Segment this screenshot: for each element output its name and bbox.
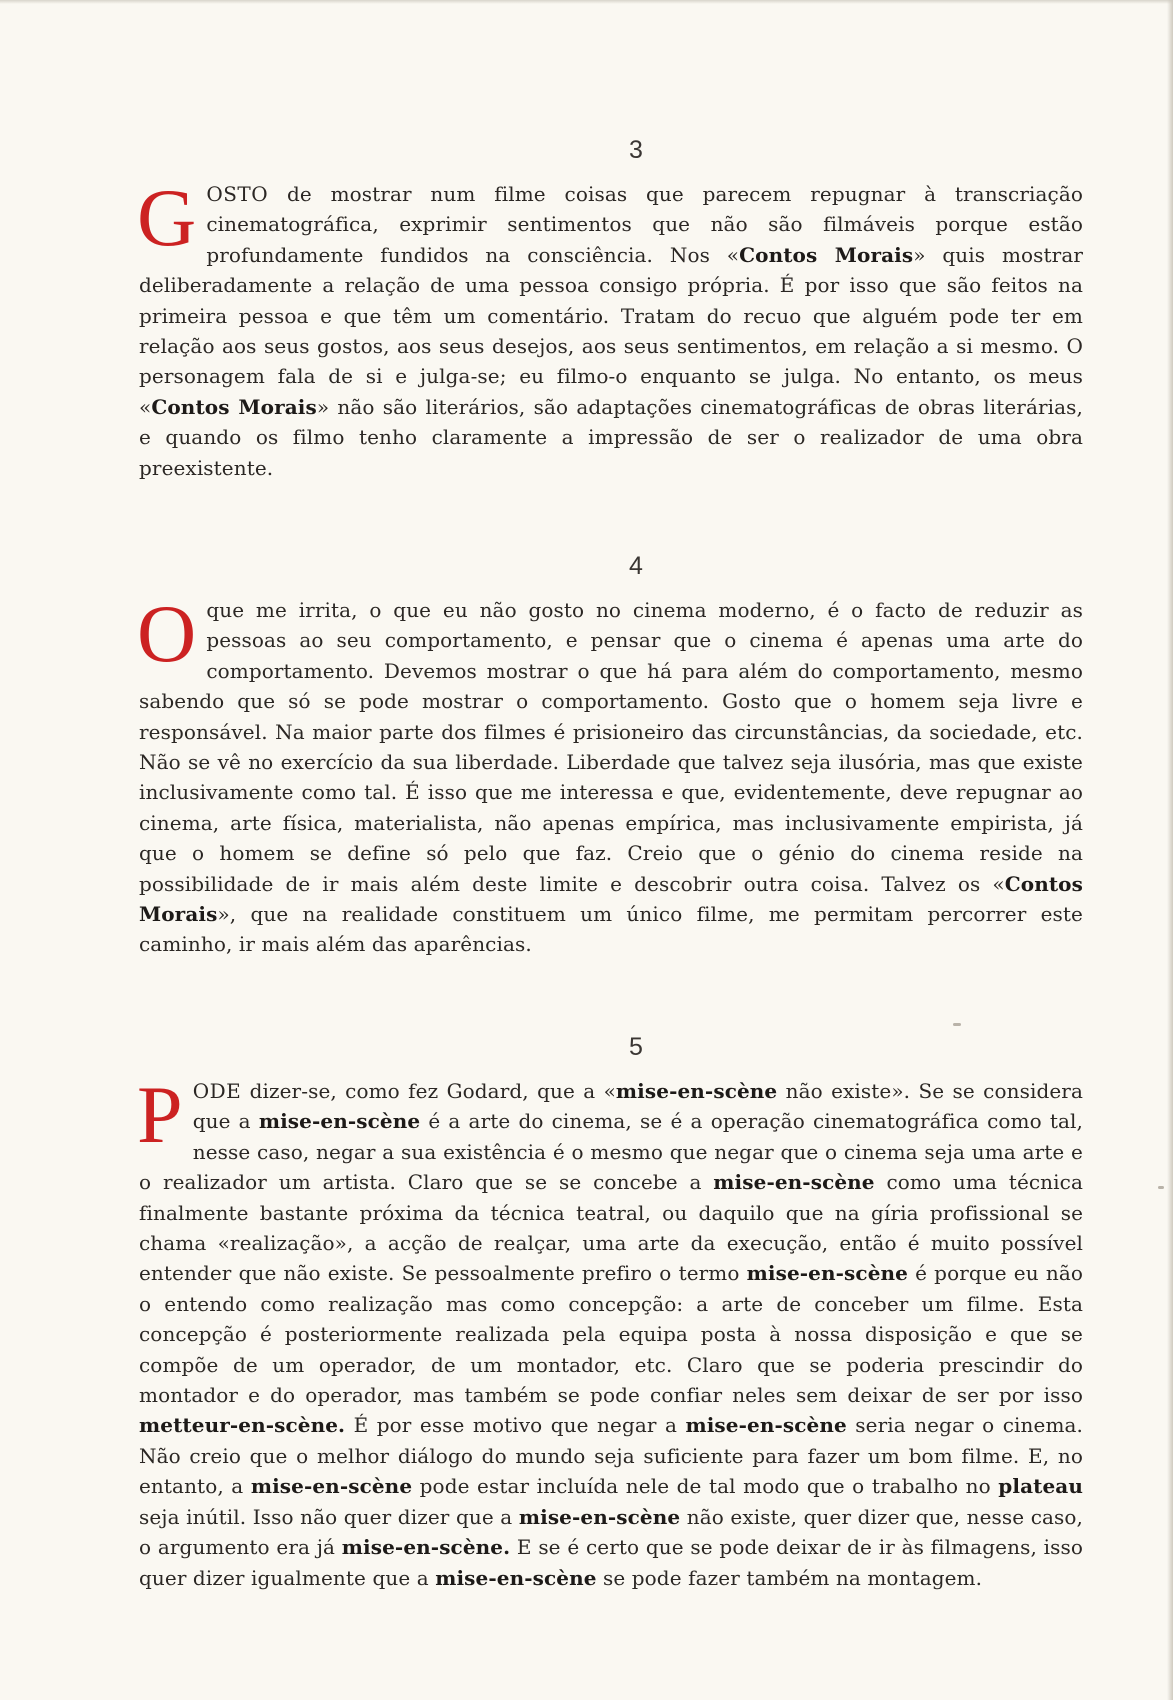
first-word: ODE bbox=[192, 1079, 242, 1103]
emphasis-text: mise-en-scène bbox=[258, 1109, 421, 1134]
emphasis-text: mise-en-scène bbox=[685, 1413, 847, 1438]
drop-cap: O bbox=[137, 588, 197, 679]
emphasis-text: Contos Morais bbox=[139, 871, 1083, 927]
drop-cap: P bbox=[137, 1069, 183, 1160]
emphasis-text: Contos Morais bbox=[739, 242, 914, 267]
emphasis-text: plateau bbox=[998, 1474, 1084, 1499]
first-word: OSTO bbox=[206, 182, 269, 206]
paragraph-text bbox=[137, 588, 1083, 957]
emphasis-text: Contos Morais bbox=[151, 394, 317, 419]
paper-speck bbox=[1158, 1186, 1164, 1189]
text-run: », que na realidade constituem um único filme, me permitam percorrer este caminho, ir mais além das aparências. bbox=[139, 902, 1083, 957]
text-run: seja inútil. Isso não quer dizer que a bbox=[139, 1504, 519, 1529]
paragraph-text bbox=[137, 1069, 1084, 1590]
emphasis-text: mise-en-scène bbox=[435, 1565, 597, 1590]
text-run: que me irrita, o que eu não gosto no cinema moderno, é o facto de reduzir as pessoas ao seu comportamento, e pensar que o cinema é apenas uma arte do comportamento. Devemos mostrar o que há para além do comportamento, mesmo sabendo que só se pode mostrar o comportamento. Gosto que o homem seja livre e responsável. Na maior parte dos filmes é prisioneiro das circunstâncias, da sociedade, etc. Não se vê no exercício da sua liberdade. Liberdade que talvez seja ilusória, mas que existe inclusivamente como tal. É isso que me interessa e que, evidentemente, deve repugnar ao cinema, arte física, materialista, não apenas empírica, mas inclusivamente empirista, já que o homem se define só pelo que faz. Creio que o génio do cinema reside na possibilidade de ir mais além deste limite e descobrir outra coisa. Talvez os « bbox=[139, 598, 1083, 896]
emphasis-text: mise-en-scène bbox=[518, 1504, 681, 1529]
drop-cap: G bbox=[137, 172, 197, 263]
emphasis-text: mise-en-scène bbox=[746, 1261, 908, 1286]
emphasis-text: mise-en-scène. bbox=[341, 1535, 511, 1560]
text-run: seria negar o cinema. Não creio que o melhor diálogo do mundo seja suficiente para fazer um bom filme. E, no entanto, a bbox=[139, 1413, 1084, 1499]
text-run: de mostrar num filme coisas que parecem repugnar à transcriação cinematográfica, exprimir sentimentos que não são filmáveis porque estão profundamente fundidos na consciência. Nos « bbox=[206, 182, 1083, 267]
section-number: 3 bbox=[629, 136, 643, 164]
section-4 bbox=[139, 552, 1083, 960]
text-run: É por esse motivo que negar a bbox=[345, 1413, 686, 1438]
emphasis-text: mise-en-scène bbox=[713, 1170, 875, 1195]
section-body bbox=[137, 588, 1083, 960]
paper-speck bbox=[953, 1023, 961, 1026]
section-body bbox=[137, 1069, 1084, 1593]
text-run: pode estar incluída nele de tal modo que o trabalho no bbox=[412, 1474, 999, 1499]
emphasis-text: mise-en-scène bbox=[615, 1079, 778, 1103]
text-run: » não são literários, são adaptações cinematográficas de obras literárias, e quando os filmo tenho claramente a impressão de ser o realizador de uma obra preexistente. bbox=[139, 394, 1083, 480]
page-edge-shadow bbox=[0, 0, 1173, 4]
section-5 bbox=[139, 1033, 1083, 1593]
page-edge-shadow-right bbox=[1167, 0, 1173, 1700]
paragraph-text bbox=[137, 172, 1084, 480]
text-run: como uma técnica finalmente bastante próxima da técnica teatral, ou daquilo que na gíria profissional se chama «realização», a acção de realçar, uma arte da execução, então é muito possível entender que não existe. Se pessoalmente prefiro o termo bbox=[139, 1170, 1083, 1286]
text-run: E se é certo que se pode deixar de ir às filmagens, isso quer dizer igualmente que a bbox=[139, 1535, 1083, 1590]
section-3 bbox=[139, 136, 1083, 483]
text-run: não existe, quer dizer que, nesse caso, o argumento era já bbox=[139, 1504, 1083, 1560]
emphasis-text: mise-en-scène bbox=[250, 1474, 413, 1499]
section-number: 4 bbox=[629, 552, 643, 580]
text-run: é a arte do cinema, se é a operação cinematográfica como tal, nesse caso, negar a sua existência é o mesmo que negar que o cinema seja uma arte e o realizador um artista. Claro que se se concebe a bbox=[139, 1109, 1083, 1195]
text-run: é porque eu não o entendo como realização mas como concepção: a arte de conceber um filme. Esta concepção é posteriormente realizada pela equipa posta à nossa disposição e que se compõe de um operador, de um montador, etc. Claro que se poderia prescindir do montador e do operador, mas também se pode confiar neles sem deixar de ser por isso bbox=[139, 1261, 1083, 1408]
section-number: 5 bbox=[629, 1033, 643, 1061]
text-run: » quis mostrar deliberadamente a relação de uma pessoa consigo própria. É por isso que são feitos na primeira pessoa e que têm um comentário. Tratam do recuo que alguém pode ter em relação aos seus gostos, aos seus desejos, aos seus sentimentos, em relação a si mesmo. O personagem fala de si e julga-se; eu filmo-o enquanto se julga. No entanto, os meus « bbox=[139, 242, 1084, 419]
emphasis-text: metteur-en-scène. bbox=[139, 1413, 346, 1438]
text-run: dizer-se, como fez Godard, que a « bbox=[241, 1079, 616, 1103]
text-run: se pode fazer também na montagem. bbox=[596, 1565, 983, 1590]
section-body bbox=[137, 172, 1084, 483]
text-run: não existe». Se se considera que a bbox=[192, 1079, 1083, 1134]
